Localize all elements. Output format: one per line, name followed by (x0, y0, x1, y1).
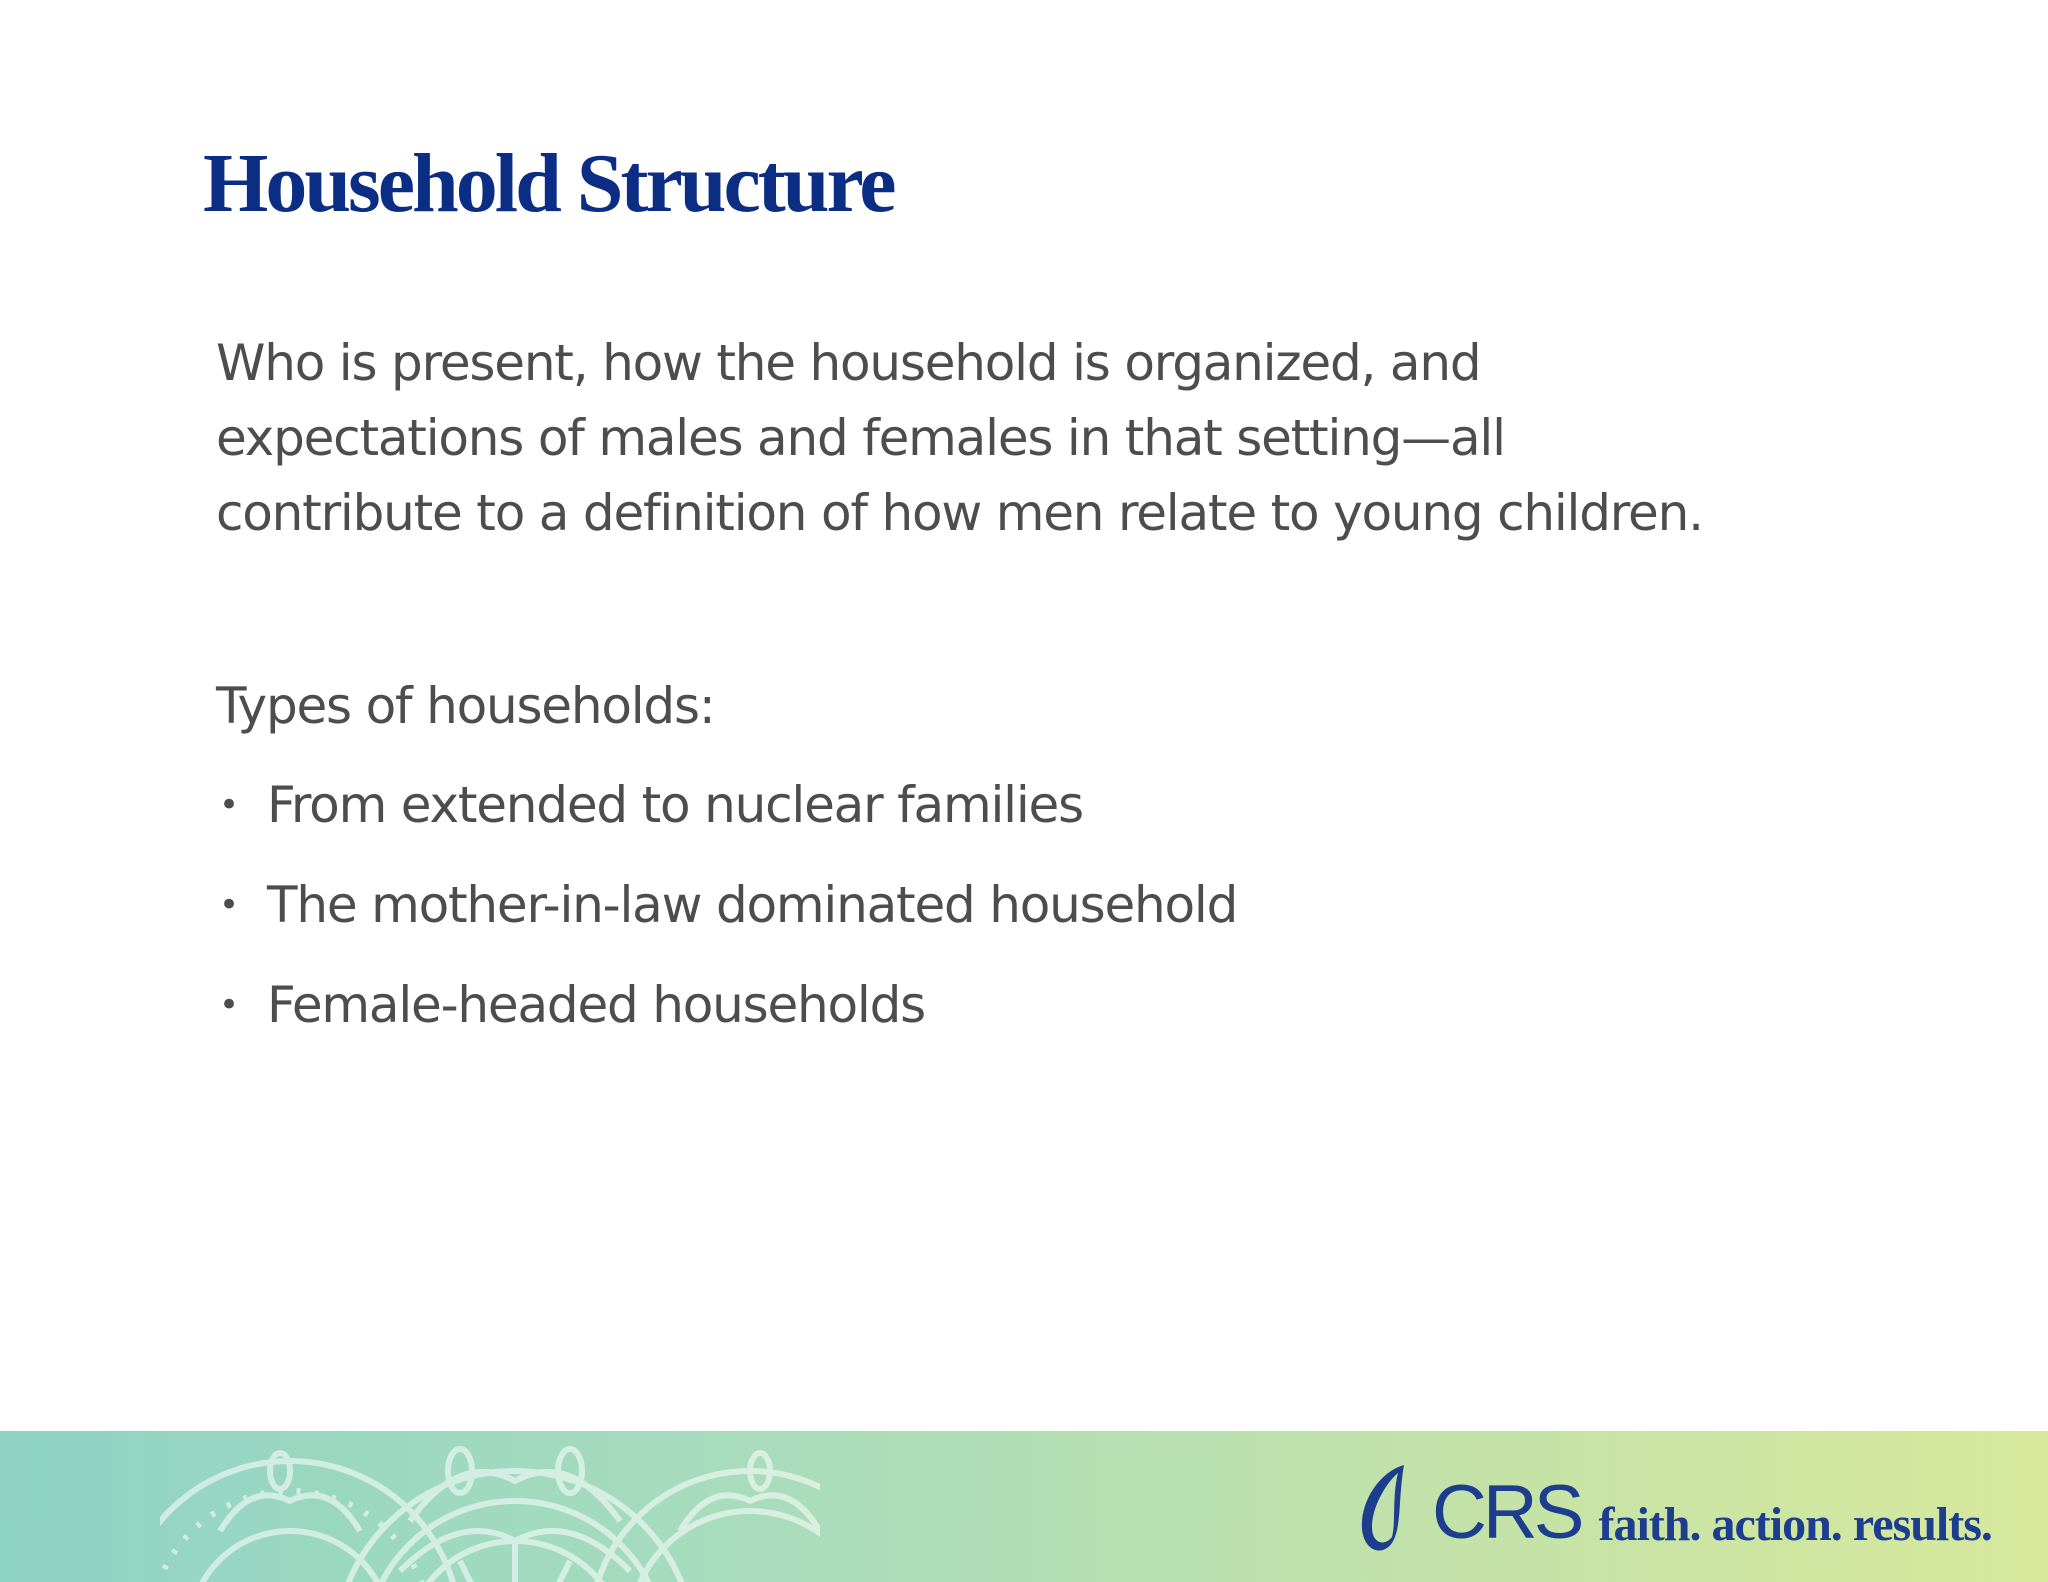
footer-band (0, 1431, 2048, 1582)
intro-line: Who is present, how the household is organized, and (216, 334, 1481, 392)
mandala-ornament-icon (160, 1431, 820, 1582)
intro-line: expectations of males and females in that setting—all (216, 409, 1505, 467)
crs-logo (1352, 1449, 1992, 1559)
list-item-label: Female-headed households (267, 976, 925, 1034)
bullet-icon: • (219, 985, 238, 1025)
list-item (216, 768, 1876, 843)
list-item (216, 868, 1876, 943)
bullet-icon: • (219, 785, 238, 825)
intro-paragraph (216, 326, 1876, 551)
bullet-icon: • (219, 885, 238, 925)
intro-line: contribute to a definition of how men relate to young children. (216, 484, 1703, 542)
household-types-list (216, 768, 1876, 1043)
logo-tagline: faith. action. results. (1598, 1498, 1992, 1551)
logo-name: CRS (1432, 1470, 1581, 1555)
list-item-label: The mother-in-law dominated household (267, 876, 1238, 934)
crs-flame-logo-icon (1352, 1459, 1422, 1559)
slide-body (216, 326, 1876, 1068)
list-item-label: From extended to nuclear families (267, 776, 1083, 834)
list-item (216, 968, 1876, 1043)
types-heading: Types of households: (216, 677, 715, 735)
slide-title: Household Structure (203, 137, 894, 230)
